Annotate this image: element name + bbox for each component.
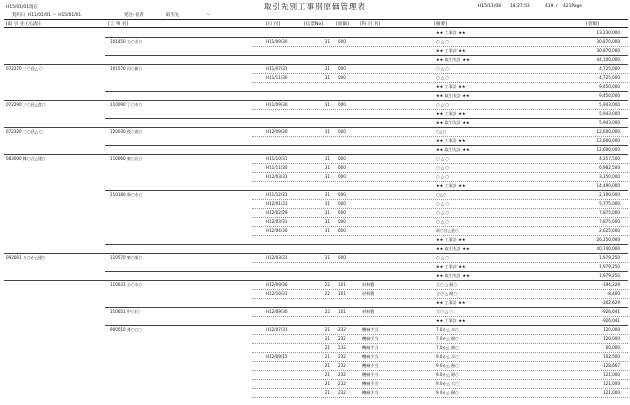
cell-summary: ★★ 工事計 ★★	[436, 110, 466, 116]
client-label: 取引先	[166, 13, 180, 18]
table-row	[4, 65, 628, 72]
table-row	[4, 110, 628, 117]
page-total: 421Page	[563, 4, 583, 9]
cell-project: 110631 公○水○	[110, 281, 143, 287]
cell-date: H11/09/30	[266, 38, 288, 44]
cell-summary: ★★ 工事計 ★★	[436, 47, 466, 53]
cell-summary: 立○ △ 耐○	[436, 290, 458, 296]
cell-amount: 5,943,000	[599, 110, 620, 116]
cell-amount: 5,943,000	[599, 101, 620, 107]
cell-cat: 000	[338, 227, 346, 233]
cell-amount: 6,982,500	[599, 164, 620, 170]
cell-summary: ★★ 工事計 ★★	[436, 317, 466, 323]
cell-code: 31	[324, 200, 330, 206]
cell-amount: 121,000	[603, 371, 620, 377]
cell-cat: 000	[338, 38, 346, 44]
cell-summary: ★★ 工事計 ★★	[436, 29, 466, 35]
cell-summary: 9.0か△ 水○	[436, 353, 459, 359]
table-row	[4, 38, 628, 45]
cell-amount: -194,229	[601, 281, 620, 287]
report-title: 取引先別工事別原価管理表	[264, 2, 366, 11]
table-row	[4, 182, 628, 189]
table-row	[4, 371, 628, 378]
table-row	[4, 245, 628, 252]
cell-client: 083000 株○合△建○	[6, 155, 46, 161]
cell-date: H11/10/31	[266, 155, 288, 161]
cell-amount: 1,979,250	[599, 263, 620, 269]
cell-cat: 232	[338, 344, 346, 350]
cell-amount: 102,500	[603, 353, 620, 359]
table-row	[4, 191, 628, 198]
cell-item: 機械手当	[362, 353, 379, 359]
cell-code: 31	[324, 65, 330, 71]
cell-summary: ★★ 取引先計 ★★	[436, 272, 470, 278]
cell-code: 31	[324, 101, 330, 107]
cell-amount: -128,667	[601, 362, 620, 368]
cell-amount: 7,875,000	[599, 209, 620, 215]
cell-project: 110090 丁○水○	[110, 101, 143, 107]
cell-code: 31	[324, 164, 330, 170]
cell-item: 材料費	[362, 290, 375, 296]
table-row	[4, 254, 628, 261]
as-of-date: H15/01/01現在	[6, 5, 38, 10]
cell-item: 材料費	[362, 281, 375, 287]
cell-code: 21	[324, 353, 330, 359]
cell-code: 31	[324, 227, 330, 233]
cell-code: 21	[324, 380, 330, 386]
cell-cat: 000	[338, 200, 346, 206]
table-row	[4, 299, 628, 306]
cell-code: 31	[324, 173, 330, 179]
printed-time: 18:27:53	[510, 4, 530, 9]
cell-client: 072320 三○昌△ ○	[6, 128, 43, 134]
cell-summary: ★★ 取引先計 ★★	[436, 146, 470, 152]
range-value: H11/01/01 ～ H15/01/01	[28, 13, 82, 18]
cell-project: 101570 河○新○	[110, 65, 143, 71]
cell-cat: 000	[338, 155, 346, 161]
cell-item: 機械手当	[362, 371, 379, 377]
cell-amount: 30,870,000	[596, 47, 620, 53]
cell-item: 機械手当	[362, 335, 379, 341]
printed-date: H15/11/08	[478, 4, 502, 9]
cell-summary: ○ △ ○	[436, 173, 449, 179]
cell-date: H11/11/30	[266, 164, 288, 170]
filter-flags: 発注･長者	[124, 13, 144, 18]
cell-code: 31	[324, 38, 330, 44]
client-range: ～	[206, 13, 211, 18]
cell-amount: 4,725,000	[599, 65, 620, 71]
col-item: [科 目 名]	[360, 21, 381, 27]
cell-summary: ○△○	[436, 128, 447, 134]
cell-code: 31	[324, 218, 330, 224]
col-code: [伝票No]	[304, 21, 324, 27]
cell-cat: 101	[338, 281, 346, 287]
cell-cat: 000	[338, 101, 346, 107]
cell-amount: 12,600,000	[596, 137, 620, 143]
col-project: [工 事 名]	[108, 21, 129, 27]
cell-code: 31	[324, 191, 330, 197]
table-row	[4, 128, 628, 135]
cell-summary: ★★ 工事計 ★★	[436, 236, 466, 242]
cell-code: 22	[324, 281, 330, 287]
cell-project: 101450 公○水○	[110, 38, 143, 44]
cell-cat: 232	[338, 380, 346, 386]
cell-item: 機械手当	[362, 389, 379, 395]
cell-date: H11/07/31	[266, 65, 288, 71]
cell-date: H12/09/30	[266, 308, 288, 314]
row-separator	[252, 397, 628, 398]
cell-date: H11/11/30	[266, 74, 288, 80]
cell-item: 材料費	[362, 308, 375, 314]
cell-code: 21	[324, 326, 330, 332]
table-row	[4, 92, 628, 99]
cell-project: 110060 東○区○	[110, 155, 143, 161]
table-row	[4, 290, 628, 297]
cell-code: 31	[324, 254, 330, 260]
cell-cat: 000	[338, 209, 346, 215]
cell-summary: 7.0か△ 耐○	[436, 344, 459, 350]
cell-amount: 7,875,000	[599, 218, 620, 224]
cell-code: 21	[324, 389, 330, 395]
table-row	[4, 101, 628, 108]
cell-date: H12/09/30	[266, 281, 288, 287]
cell-summary: 立○ △ ○	[436, 308, 453, 314]
cell-amount: 120,000	[603, 335, 620, 341]
cell-code: 22	[324, 290, 330, 296]
cell-code: 31	[324, 155, 330, 161]
cell-project: 110180 新○水○	[110, 191, 143, 197]
table-row	[4, 317, 628, 324]
cell-summary: ★★ 工事計 ★★	[436, 137, 466, 143]
cell-summary: 7.0か△ 水○	[436, 326, 459, 332]
cell-cat: 232	[338, 389, 346, 395]
table-row	[4, 281, 628, 288]
cell-amount: 9,450,000	[599, 83, 620, 89]
cell-summary: ○ △ ○	[436, 200, 449, 206]
cell-amount: 1,979,250	[599, 254, 620, 260]
cell-summary: ○ △ ○	[436, 164, 449, 170]
table-row	[4, 380, 628, 387]
cell-cat: 000	[338, 74, 346, 80]
cell-item: 機械手当	[362, 380, 379, 386]
cell-cat: 000	[338, 254, 346, 260]
table-row	[4, 164, 628, 171]
table-row	[4, 362, 628, 369]
cell-summary: 9.0か△ 大○	[436, 380, 459, 386]
cell-client: 072270 三○昌△ ○	[6, 65, 43, 71]
table-row	[4, 119, 628, 126]
cell-date: H12/01/31	[266, 200, 288, 206]
cell-cat: 000	[338, 191, 346, 197]
cell-code: 21	[324, 344, 330, 350]
cell-code: 22	[324, 308, 330, 314]
table-row	[4, 83, 628, 90]
cell-amount: 4,357,500	[599, 155, 620, 161]
cell-code: 31	[324, 209, 330, 215]
cell-cat: 000	[338, 128, 346, 134]
cell-date: H12/03/31	[266, 218, 288, 224]
cell-amount: -202,629	[601, 299, 620, 305]
cell-cat: 000	[338, 218, 346, 224]
cell-amount: 30,870,000	[596, 38, 620, 44]
cell-date: H12/03/31	[266, 254, 288, 260]
cell-amount: 26,250,000	[596, 236, 620, 242]
cell-summary: ★★ 取引先計 ★★	[436, 245, 470, 251]
cell-date: H12/07/31	[266, 326, 288, 332]
table-row	[4, 146, 628, 153]
cell-client: 092001 り○か△建○	[6, 254, 46, 260]
table-row	[4, 137, 628, 144]
cell-amount: 60,000	[605, 344, 620, 350]
cell-project: 110651 甲○(○	[110, 308, 140, 314]
table-row	[4, 353, 628, 360]
cell-summary: ★★ 取引先計 ★★	[436, 119, 470, 125]
col-date: [日 付]	[266, 21, 281, 27]
cell-project: 900010 身○○○	[110, 326, 142, 332]
cell-amount: -926,041	[601, 308, 620, 314]
cell-summary: 9.0か△ 耐○	[436, 371, 459, 377]
cell-amount: 5,775,000	[599, 200, 620, 206]
cell-client: 072290 三○昌△産○	[6, 101, 46, 107]
cell-item: 機械手当	[362, 344, 379, 350]
cell-cat: 232	[338, 326, 346, 332]
cell-amount: 2,625,000	[599, 227, 620, 233]
table-row	[4, 389, 628, 396]
cell-amount: 121,000	[603, 380, 620, 386]
cell-summary: 9.0か△ 耐○	[436, 362, 459, 368]
cell-summary: ★★ 工事計 ★★	[436, 299, 466, 305]
cell-project: 110570 東○第○	[110, 254, 143, 260]
cell-date: H12/09/30	[266, 128, 288, 134]
cell-summary: ★★ 取引先計 ★★	[436, 56, 470, 62]
cell-summary: ○ △ ○	[436, 209, 449, 215]
cell-amount: 14,490,000	[596, 182, 620, 188]
cell-amount: -926,041	[601, 317, 620, 323]
cell-summary: ○ △ ○	[436, 155, 449, 161]
table-row	[4, 344, 628, 351]
cell-amount: 40,740,000	[596, 245, 620, 251]
cell-summary: ○ △ ○	[436, 65, 449, 71]
cell-code: 21	[324, 371, 330, 377]
cell-summary: ★★ 工事計 ★★	[436, 263, 466, 269]
cell-date: H12/03/31	[266, 173, 288, 179]
cell-amount: 12,600,000	[596, 128, 620, 134]
table-row	[4, 263, 628, 270]
page-current: 419	[545, 4, 554, 9]
cell-summary: ★★ 取引先計 ★★	[436, 92, 470, 98]
cell-summary: ○ △ ○	[436, 101, 449, 107]
cell-date: H12/02/29	[266, 209, 288, 215]
cell-cat: 000	[338, 173, 346, 179]
table-row	[4, 227, 628, 234]
table-row	[4, 29, 628, 36]
col-cat: [原価]	[336, 21, 349, 27]
cell-date: H12/04/30	[266, 227, 288, 233]
cell-item: 機械手当	[362, 326, 379, 332]
col-client: [取 引 先 (元請)]	[6, 21, 41, 27]
cell-cat: 232	[338, 371, 346, 377]
table-row	[4, 47, 628, 54]
cell-date: H12/09/15	[266, 353, 288, 359]
cell-date: H11/09/30	[266, 101, 288, 107]
column-header	[4, 19, 628, 28]
cell-project: 120030 夜○南○	[110, 128, 143, 134]
cell-summary: ○ △ ○	[436, 218, 449, 224]
cell-summary: ○△○	[436, 191, 447, 197]
cell-summary: 7.0か△ 耐○	[436, 335, 459, 341]
table-row	[4, 209, 628, 216]
cell-amount: 13,230,000	[596, 29, 620, 35]
cell-cat: 000	[338, 164, 346, 170]
cell-summary: ★★ 工事計 ★★	[436, 83, 466, 89]
cell-summary: 立○ △ 耐○	[436, 281, 458, 287]
cell-summary: ○ △ ○	[436, 38, 449, 44]
cell-date: H12/10/31	[266, 290, 288, 296]
table-row	[4, 236, 628, 243]
cell-amount: -8,400	[606, 290, 620, 296]
cell-amount: 9,450,000	[599, 92, 620, 98]
cell-amount: 3,150,000	[599, 173, 620, 179]
cell-code: 21	[324, 335, 330, 341]
table-row	[4, 308, 628, 315]
cell-date: H11/12/31	[266, 191, 288, 197]
cell-cat: 232	[338, 335, 346, 341]
cell-item: 機械手当	[362, 362, 379, 368]
cell-amount: 12,600,000	[596, 146, 620, 152]
cell-cat: 101	[338, 290, 346, 296]
table-row	[4, 155, 628, 162]
cell-summary: ○ △ ○	[436, 74, 449, 80]
col-amount: [金額]	[586, 21, 599, 27]
table-row	[4, 272, 628, 279]
table-row	[4, 335, 628, 342]
cell-amount: 44,100,000	[596, 56, 620, 62]
table-row	[4, 218, 628, 225]
cell-summary: ○ △ ○	[436, 254, 449, 260]
cell-amount: 5,943,000	[599, 119, 620, 125]
cell-amount: 121,000	[603, 389, 620, 395]
cell-amount: 120,000	[603, 326, 620, 332]
cell-cat: 101	[338, 308, 346, 314]
cell-code: 31	[324, 128, 330, 134]
col-summary: [摘要]	[434, 21, 447, 27]
cell-cat: 232	[338, 353, 346, 359]
table-row	[4, 200, 628, 207]
page-separator: /	[556, 4, 558, 9]
cell-summary: ★★ 工事計 ★★	[436, 182, 466, 188]
cell-code: 31	[324, 74, 330, 80]
cell-summary: 9.0か△ 耐○	[436, 389, 459, 395]
cell-code: 21	[324, 362, 330, 368]
cell-amount: 4,725,000	[599, 74, 620, 80]
cell-amount: 2,100,000	[599, 191, 620, 197]
cell-cat: 232	[338, 362, 346, 368]
cell-cat: 000	[338, 65, 346, 71]
table-row	[4, 326, 628, 333]
table-row	[4, 74, 628, 81]
cell-amount: 1,979,250	[599, 272, 620, 278]
table-row	[4, 56, 628, 63]
range-label: 契約日	[12, 13, 26, 18]
table-row	[4, 173, 628, 180]
cell-summary: 前○合△金○	[436, 227, 459, 233]
